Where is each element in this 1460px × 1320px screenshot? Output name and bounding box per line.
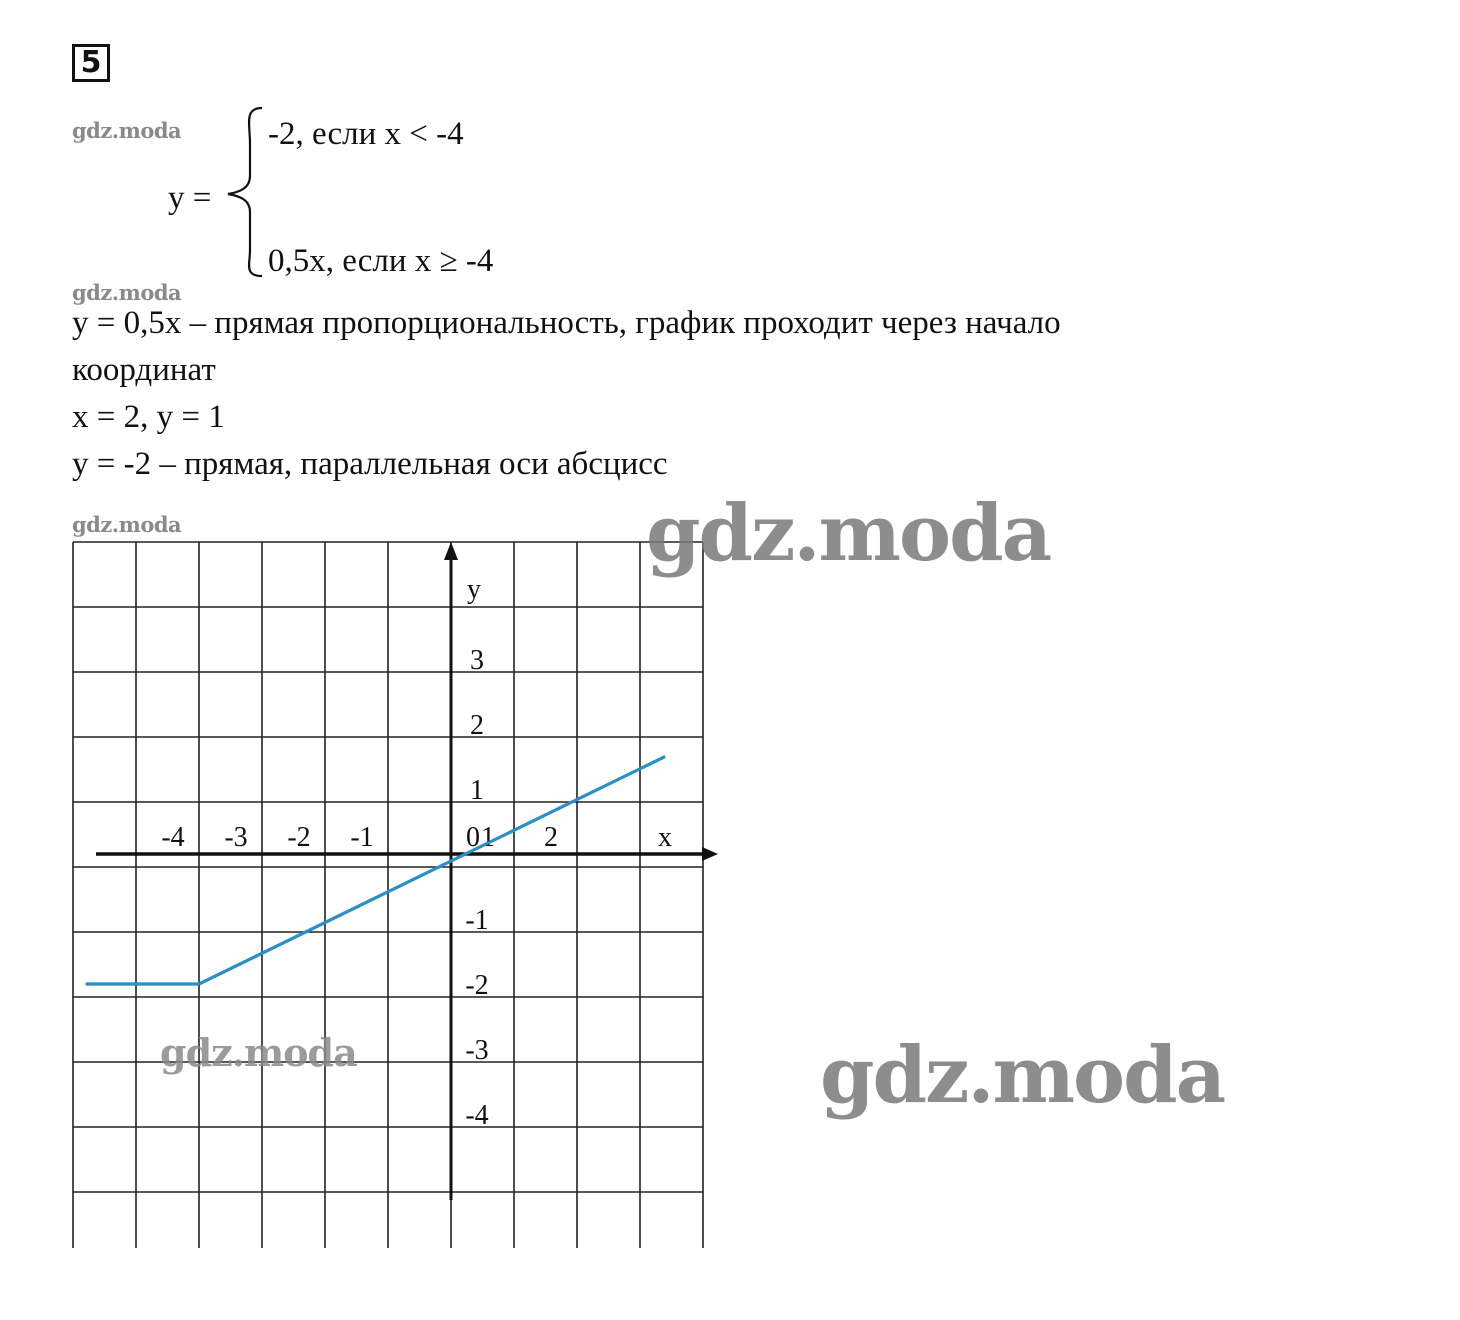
x-tick-label: 0	[466, 822, 480, 853]
text-line-2: координат	[72, 352, 216, 388]
y-tick-label: 3	[470, 645, 484, 676]
watermark: gdz.moda	[72, 118, 182, 143]
x-tick-label: -3	[224, 822, 248, 853]
x-tick-label: 1	[481, 822, 495, 853]
x-tick-label: -1	[350, 822, 374, 853]
x-axis-label: x	[658, 822, 672, 853]
text-line-4: y = -2 – прямая, параллельная оси абсцисс	[72, 446, 668, 482]
text-line-3: x = 2, y = 1	[72, 399, 225, 435]
y-tick-label: -1	[465, 905, 489, 936]
watermark: gdz.moda	[72, 280, 182, 305]
watermark: gdz.moda	[160, 1030, 357, 1075]
task-number: 5	[72, 44, 110, 82]
watermark: gdz.moda	[72, 512, 182, 537]
y-tick-label: -4	[465, 1100, 489, 1131]
y-tick-label: 1	[470, 775, 484, 806]
y-tick-label: 2	[470, 710, 484, 741]
system-case-1: -2, если x < -4	[268, 116, 464, 152]
y-axis-arrow-icon	[444, 542, 458, 560]
system-case-2: 0,5x, если x ≥ -4	[268, 243, 494, 279]
y-axis-label: y	[467, 574, 481, 605]
series-line	[199, 757, 665, 985]
y-tick-label: -2	[465, 970, 489, 1001]
x-tick-label: -2	[287, 822, 311, 853]
text-line-1: y = 0,5x – прямая пропорциональность, график проходит через начало	[72, 305, 1061, 341]
x-tick-label: 2	[544, 822, 558, 853]
x-tick-label: -4	[161, 822, 185, 853]
x-axis-arrow-icon	[702, 847, 718, 861]
y-tick-label: -3	[465, 1035, 489, 1066]
grid	[73, 542, 703, 1248]
axes	[96, 542, 718, 1200]
watermark: gdz.moda	[820, 1030, 1225, 1121]
system-lhs: y =	[168, 180, 212, 216]
watermark: gdz.moda	[646, 488, 1051, 579]
